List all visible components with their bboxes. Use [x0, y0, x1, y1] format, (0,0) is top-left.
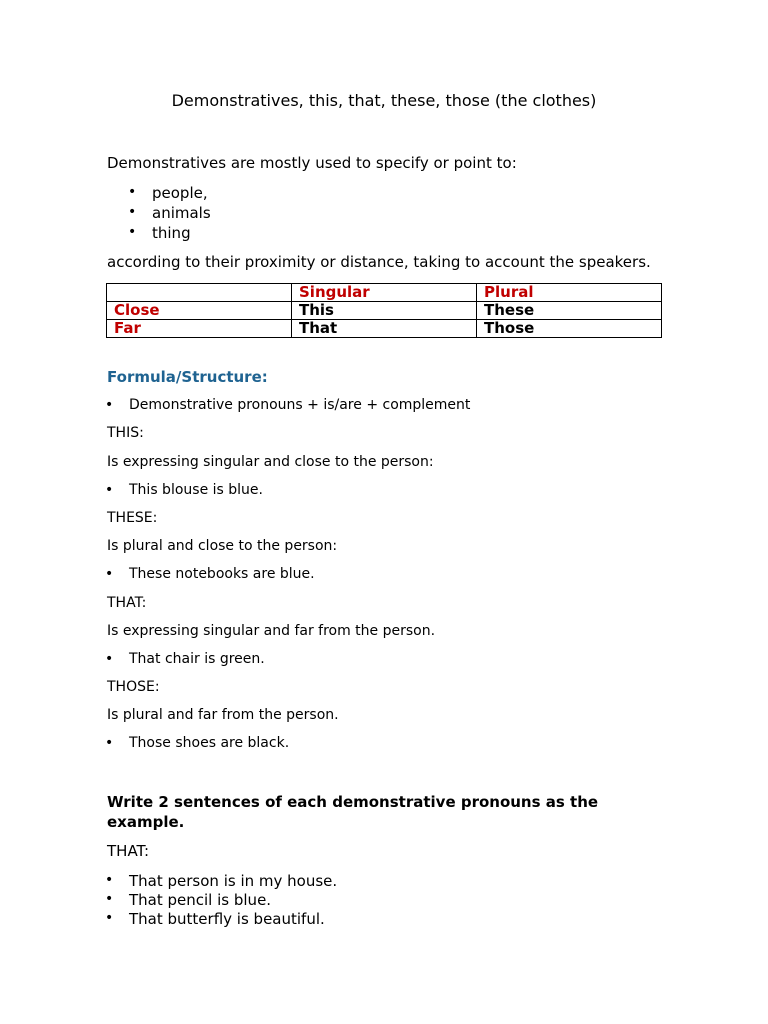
- example-label-those: THOSE:: [107, 679, 160, 695]
- bullet-icon: •: [105, 482, 114, 498]
- example-sentence: These notebooks are blue.: [129, 566, 315, 582]
- table-header-cell: [107, 284, 292, 302]
- table-header-row: [107, 284, 662, 302]
- example-description: Is plural and close to the person:: [107, 538, 338, 554]
- example-sentence: This blouse is blue.: [129, 482, 263, 498]
- example-description: Is expressing singular and far from the person.: [107, 623, 436, 639]
- example-label-this: THIS:: [107, 425, 144, 441]
- table-row: [107, 320, 662, 338]
- table-cell: That: [292, 320, 477, 338]
- table-row-label: Close: [107, 302, 292, 320]
- example-label-these: THESE:: [107, 510, 158, 526]
- intro-after-text: according to their proximity or distance, taking to account the speakers.: [107, 253, 651, 271]
- bullet-icon: •: [105, 566, 114, 582]
- list-item: That butterfly is beautiful.: [129, 910, 325, 928]
- page-title: Demonstratives, this, that, these, those (the clothes): [171, 91, 597, 110]
- list-item: That pencil is blue.: [129, 891, 272, 909]
- exercise-instruction: Write 2 sentences of each demonstrative pronouns as the example.: [107, 793, 599, 831]
- bullet-icon: •: [105, 397, 114, 413]
- formula-rule: Demonstrative pronouns + is/are + complement: [129, 397, 471, 413]
- intro-text: Demonstratives are mostly used to specify or point to:: [107, 154, 517, 172]
- exercise-label: THAT:: [107, 842, 150, 860]
- example-description: Is expressing singular and close to the person:: [107, 454, 434, 470]
- demonstratives-table: [106, 283, 662, 338]
- table-header-cell: Plural: [477, 284, 662, 302]
- bullet-icon: •: [105, 735, 114, 751]
- table-row-label: Far: [107, 320, 292, 338]
- example-description: Is plural and far from the person.: [107, 707, 339, 723]
- table-row: [107, 302, 662, 320]
- table-cell: This: [292, 302, 477, 320]
- example-sentence: That chair is green.: [129, 651, 265, 667]
- list-item: thing: [152, 224, 191, 242]
- example-label-that: THAT:: [107, 595, 147, 611]
- example-sentence: Those shoes are black.: [129, 735, 290, 751]
- list-item: animals: [152, 204, 211, 222]
- table-cell: These: [477, 302, 662, 320]
- list-item: people,: [152, 184, 208, 202]
- bullet-icon: •: [105, 910, 114, 926]
- bullet-icon: •: [105, 872, 114, 888]
- formula-heading: Formula/Structure:: [107, 368, 268, 386]
- table-header-cell: Singular: [292, 284, 477, 302]
- bullet-icon: •: [128, 204, 137, 220]
- bullet-icon: •: [128, 224, 137, 240]
- table-cell: Those: [477, 320, 662, 338]
- bullet-icon: •: [128, 184, 137, 200]
- list-item: That person is in my house.: [129, 872, 338, 890]
- bullet-icon: •: [105, 651, 114, 667]
- bullet-icon: •: [105, 891, 114, 907]
